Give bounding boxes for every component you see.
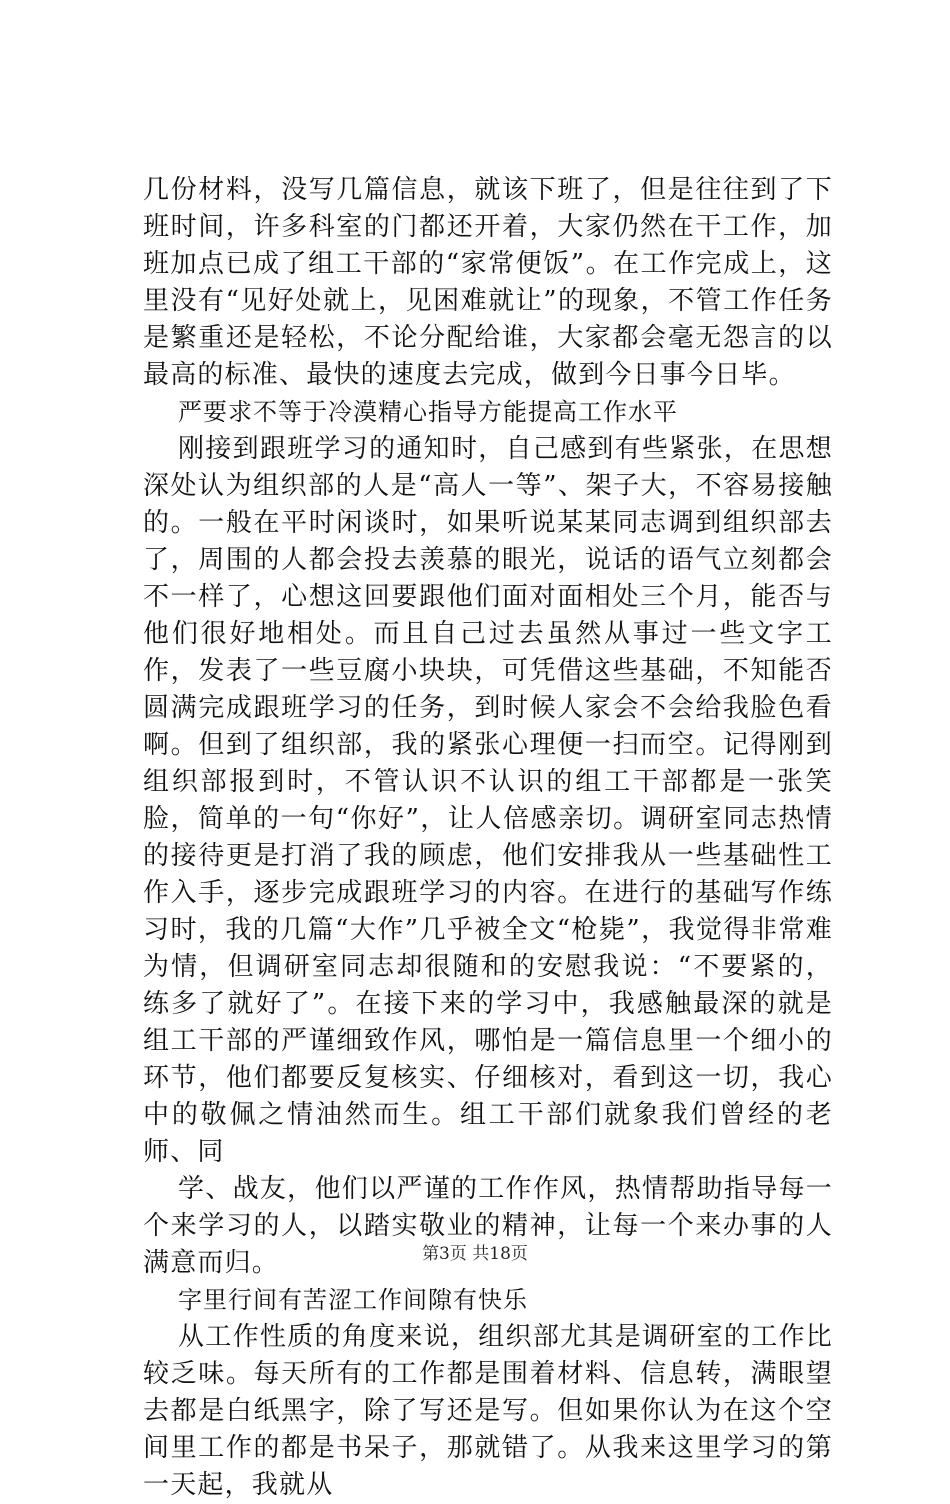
section-heading-strict-guidance: 严要求不等于冷漠精心指导方能提高工作水平: [178, 398, 678, 426]
page-number-footer: 第3页 共18页: [422, 1244, 528, 1264]
body-paragraph-4: 从工作性质的角度来说，组织部尤其是调研室的工作比较乏味。每天所有的工作都是围着材料、信息转，满眼望去都是白纸黑字，除了写还是写。但如果你认为在这个空间里工作的都是书呆子，那就错了。从我来这里学习的第一天起，我就从: [143, 1322, 833, 1500]
document-body: [143, 172, 833, 1504]
body-paragraph-1: 几份材料，没写几篇信息，就该下班了，但是往往到了下班时间，许多科室的门都还开着，大家仍然在干工作，加班加点已成了组工干部的“家常便饭”。在工作完成上，这里没有“见好处就上，见困难就让”的现象，不管工作任务是繁重还是轻松，不论分配给谁，大家都会毫无怨言的以最高的标准、最快的速度去完成，做到今日事今日毕。: [143, 175, 833, 390]
body-paragraph-2: 刚接到跟班学习的通知时，自己感到有些紧张，在思想深处认为组织部的人是“高人一等”、架子大，不容易接触的。一般在平时闲谈时，如果听说某某同志调到组织部去了，周围的人都会投去羡慕的眼光，说话的语气立刻都会不一样了，心想这回要跟他们面对面相处三个月，能否与他们很好地相处。而且自己过去虽然从事过一些文字工作，发表了一些豆腐小块块，可凭借这些基础，不知能否圆满完成跟班学习的任务，到时候人家会不会给我脸色看啊。但到了组织部，我的紧张心理便一扫而空。记得刚到组织部报到时，不管认识不认识的组工干部都是一张笑脸，简单的一句“你好”，让人倍感亲切。调研室同志热情的接待更是打消了我的顾虑，他们安排我从一些基础性工作入手，逐步完成跟班学习的内容。在进行的基础写作练习时，我的几篇“大作”几乎被全文“枪毙”，我觉得非常难为情，但调研室同志却很随和的安慰我说：“不要紧的，练多了就好了”。在接下来的学习中，我感触最深的就是组工干部的严谨细致作风，哪怕是一篇信息里一个细小的环节，他们都要反复核实、仔细核对，看到这一切，我心中的敬佩之情油然而生。组工干部们就象我们曾经的老师、同: [143, 434, 833, 1167]
body-paragraph-3: 学、战友，他们以严谨的工作作风，热情帮助指导每一个来学习的人，以踏实敬业的精神，让每一个来办事的人满意而归。: [143, 1174, 833, 1278]
section-heading-joy-in-work: 字里行间有苦涩工作间隙有快乐: [178, 1286, 528, 1314]
